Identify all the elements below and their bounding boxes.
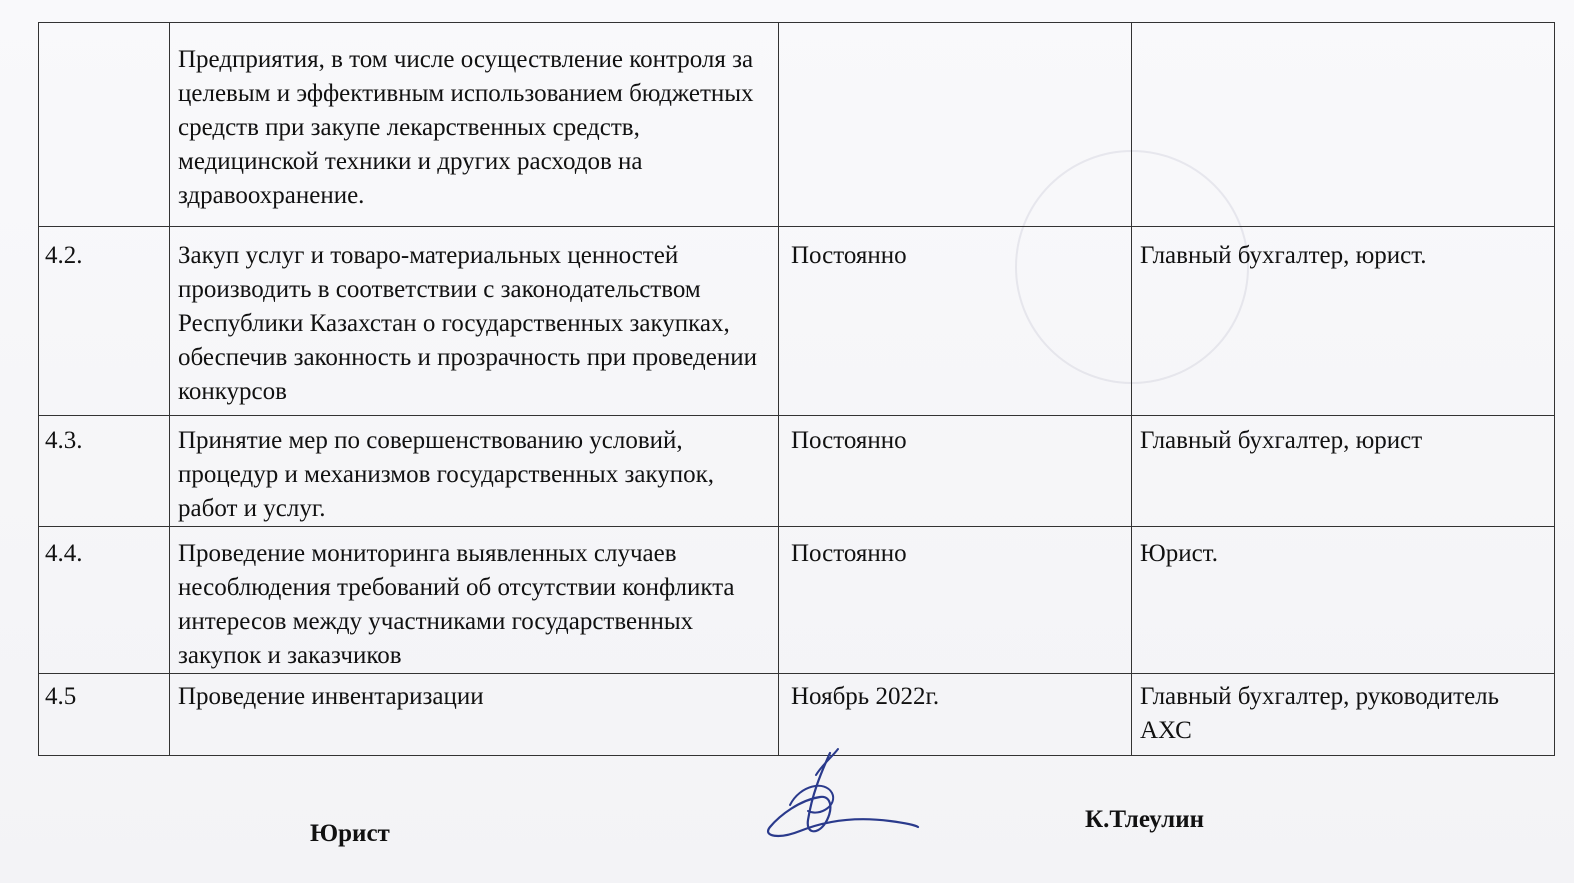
- deadline: Постоянно: [779, 227, 1132, 416]
- responsible: Юрист.: [1132, 527, 1555, 674]
- measure-text: Проведение инвентаризации: [170, 674, 779, 756]
- table-row: [39, 227, 1555, 416]
- measure-text: Закуп услуг и товаро-материальных ценностей производить в соответствии с законодательством Республики Казахстан о государственных закупках, обеспечив законность и прозрачность при проведении конкурсов: [170, 227, 779, 416]
- row-number: 4.4.: [39, 527, 170, 674]
- deadline: Ноябрь 2022г.: [779, 674, 1132, 756]
- table-row: [39, 674, 1555, 756]
- row-number: [39, 23, 170, 227]
- signatory-title: Юрист: [310, 820, 390, 847]
- responsible: Главный бухгалтер, юрист.: [1132, 227, 1555, 416]
- row-number: 4.3.: [39, 416, 170, 527]
- row-number: 4.2.: [39, 227, 170, 416]
- table-row: [39, 23, 1555, 227]
- measure-text: Предприятия, в том числе осуществление контроля за целевым и эффективным использованием бюджетных средств при закупе лекарственных средств, медицинской техники и других расходов на здравоохранение.: [170, 23, 779, 227]
- table-row: [39, 416, 1555, 527]
- responsible: Главный бухгалтер, руководитель АХС: [1132, 674, 1555, 756]
- deadline: Постоянно: [779, 416, 1132, 527]
- table-row: [39, 527, 1555, 674]
- row-number: 4.5: [39, 674, 170, 756]
- deadline: [779, 23, 1132, 227]
- handwritten-signature: [720, 745, 920, 845]
- measure-text: Проведение мониторинга выявленных случаев несоблюдения требований об отсутствии конфликта интересов между участниками государственных закупок и заказчиков: [170, 527, 779, 674]
- signatory-name: К.Тлеулин: [1085, 806, 1205, 833]
- responsible: Главный бухгалтер, юрист: [1132, 416, 1555, 527]
- deadline: Постоянно: [779, 527, 1132, 674]
- measure-text: Принятие мер по совершенствованию условий, процедур и механизмов государственных закупок, работ и услуг.: [170, 416, 779, 527]
- action-plan-table: [38, 22, 1555, 756]
- responsible: [1132, 23, 1555, 227]
